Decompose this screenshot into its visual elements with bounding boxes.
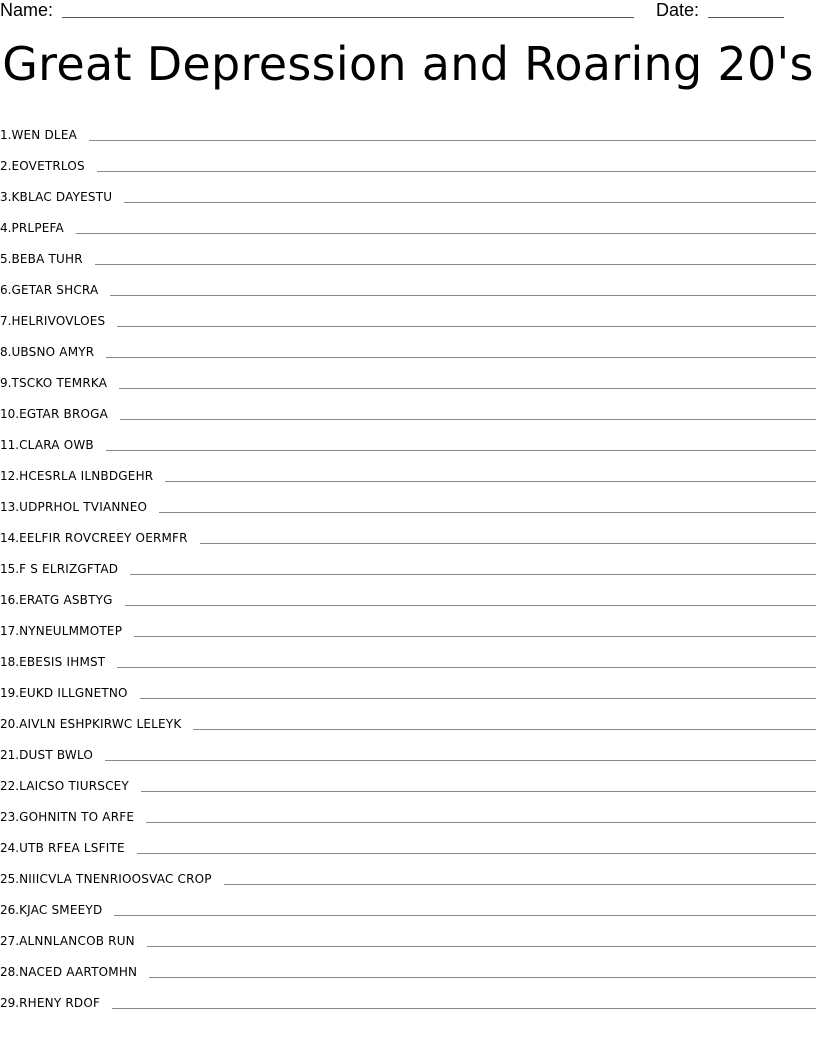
list-item	[0, 577, 816, 608]
list-item	[0, 701, 816, 732]
scrambled-word: PRLPEFA	[11, 221, 64, 235]
answer-line[interactable]	[224, 883, 816, 885]
page-title: Great Depression and Roaring 20's	[2, 37, 814, 91]
item-number: 29.	[0, 996, 20, 1010]
answer-line[interactable]	[159, 511, 816, 513]
answer-line[interactable]	[105, 759, 816, 761]
list-item	[0, 763, 816, 794]
item-number: 11.	[0, 438, 20, 452]
list-item	[0, 949, 816, 980]
scrambled-word: HELRIVOVLOES	[11, 314, 106, 328]
item-number: 9.	[0, 376, 12, 390]
answer-line[interactable]	[117, 666, 816, 668]
answer-line[interactable]	[76, 232, 816, 234]
answer-line[interactable]	[165, 480, 816, 482]
list-item	[0, 143, 816, 174]
answer-line[interactable]	[119, 387, 816, 389]
item-number: 23.	[0, 810, 20, 824]
answer-line[interactable]	[114, 914, 816, 916]
list-item	[0, 546, 816, 577]
scrambled-word: NIIICVLA TNENRIOOSVAC CROP	[19, 872, 212, 886]
scrambled-word: UDPRHOL TVIANNEO	[19, 500, 148, 514]
item-number: 15.	[0, 562, 20, 576]
scrambled-word: EELFIR ROVCREEY OERMFR	[19, 531, 188, 545]
item-number: 14.	[0, 531, 20, 545]
answer-line[interactable]	[112, 1007, 816, 1009]
item-number: 4.	[0, 221, 12, 235]
list-item	[0, 422, 816, 453]
scrambled-word: ALNNLANCOB RUN	[19, 934, 135, 948]
scrambled-word: EOVETRLOS	[11, 159, 85, 173]
answer-line[interactable]	[97, 170, 816, 172]
item-number: 20.	[0, 717, 20, 731]
scramble-list	[0, 112, 816, 1011]
item-number: 16.	[0, 593, 20, 607]
list-item	[0, 887, 816, 918]
scrambled-word: EBESIS IHMST	[19, 655, 106, 669]
list-item	[0, 515, 816, 546]
list-item	[0, 205, 816, 236]
answer-line[interactable]	[120, 418, 816, 420]
answer-line[interactable]	[146, 821, 816, 823]
list-item	[0, 825, 816, 856]
list-item	[0, 174, 816, 205]
list-item	[0, 794, 816, 825]
answer-line[interactable]	[137, 852, 816, 854]
scrambled-word: BEBA TUHR	[11, 252, 83, 266]
list-item	[0, 360, 816, 391]
item-number: 5.	[0, 252, 12, 266]
scrambled-word: AIVLN ESHPKIRWC LELEYK	[19, 717, 182, 731]
list-item	[0, 856, 816, 887]
answer-line[interactable]	[95, 263, 816, 265]
item-number: 13.	[0, 500, 20, 514]
answer-line[interactable]	[117, 325, 816, 327]
answer-line[interactable]	[134, 635, 816, 637]
scrambled-word: EGTAR BROGA	[19, 407, 109, 421]
item-number: 24.	[0, 841, 20, 855]
item-number: 22.	[0, 779, 20, 793]
answer-line[interactable]	[89, 139, 816, 141]
item-number: 2.	[0, 159, 12, 173]
answer-line[interactable]	[141, 790, 816, 792]
item-number: 26.	[0, 903, 20, 917]
worksheet-header	[0, 0, 816, 22]
list-item	[0, 732, 816, 763]
date-field[interactable]	[708, 17, 784, 18]
list-item	[0, 236, 816, 267]
item-number: 10.	[0, 407, 20, 421]
item-number: 28.	[0, 965, 20, 979]
scrambled-word: WEN DLEA	[11, 128, 78, 142]
scrambled-word: NYNEULMMOTEP	[19, 624, 123, 638]
list-item	[0, 670, 816, 701]
item-number: 3.	[0, 190, 12, 204]
list-item	[0, 918, 816, 949]
list-item	[0, 453, 816, 484]
scrambled-word: NACED AARTOMHN	[19, 965, 138, 979]
answer-line[interactable]	[110, 294, 816, 296]
answer-line[interactable]	[106, 449, 816, 451]
list-item	[0, 639, 816, 670]
scrambled-word: GOHNITN TO ARFE	[19, 810, 135, 824]
scrambled-word: KJAC SMEEYD	[19, 903, 103, 917]
scrambled-word: DUST BWLO	[19, 748, 94, 762]
scrambled-word: ERATG ASBTYG	[19, 593, 113, 607]
item-number: 6.	[0, 283, 12, 297]
answer-line[interactable]	[147, 945, 816, 947]
scrambled-word: F S ELRIZGFTAD	[19, 562, 119, 576]
item-number: 19.	[0, 686, 20, 700]
scrambled-word: UTB RFEA LSFITE	[19, 841, 125, 855]
answer-line[interactable]	[149, 976, 816, 978]
answer-line[interactable]	[125, 604, 816, 606]
name-field[interactable]	[62, 17, 634, 18]
name-label: Name:	[0, 0, 54, 20]
list-item	[0, 267, 816, 298]
item-number: 8.	[0, 345, 12, 359]
scrambled-word: CLARA OWB	[19, 438, 94, 452]
date-label: Date:	[656, 0, 700, 20]
item-number: 25.	[0, 872, 20, 886]
answer-line[interactable]	[106, 356, 816, 358]
answer-line[interactable]	[200, 542, 816, 544]
item-number: 12.	[0, 469, 20, 483]
scrambled-word: UBSNO AMYR	[11, 345, 95, 359]
scrambled-word: EUKD ILLGNETNO	[19, 686, 128, 700]
answer-line[interactable]	[124, 201, 816, 203]
answer-line[interactable]	[130, 573, 816, 575]
scrambled-word: GETAR SHCRA	[11, 283, 99, 297]
list-item	[0, 608, 816, 639]
list-item	[0, 329, 816, 360]
item-number: 7.	[0, 314, 12, 328]
list-item	[0, 980, 816, 1011]
scrambled-word: RHENY RDOF	[19, 996, 101, 1010]
scrambled-word: KBLAC DAYESTU	[11, 190, 113, 204]
list-item	[0, 298, 816, 329]
item-number: 27.	[0, 934, 20, 948]
scrambled-word: HCESRLA ILNBDGEHR	[19, 469, 154, 483]
item-number: 17.	[0, 624, 20, 638]
scrambled-word: TSCKO TEMRKA	[11, 376, 108, 390]
list-item	[0, 391, 816, 422]
answer-line[interactable]	[193, 728, 816, 730]
list-item	[0, 484, 816, 515]
item-number: 1.	[0, 128, 12, 142]
item-number: 18.	[0, 655, 20, 669]
list-item	[0, 112, 816, 143]
item-number: 21.	[0, 748, 20, 762]
scrambled-word: LAICSO TIURSCEY	[19, 779, 129, 793]
answer-line[interactable]	[140, 697, 816, 699]
